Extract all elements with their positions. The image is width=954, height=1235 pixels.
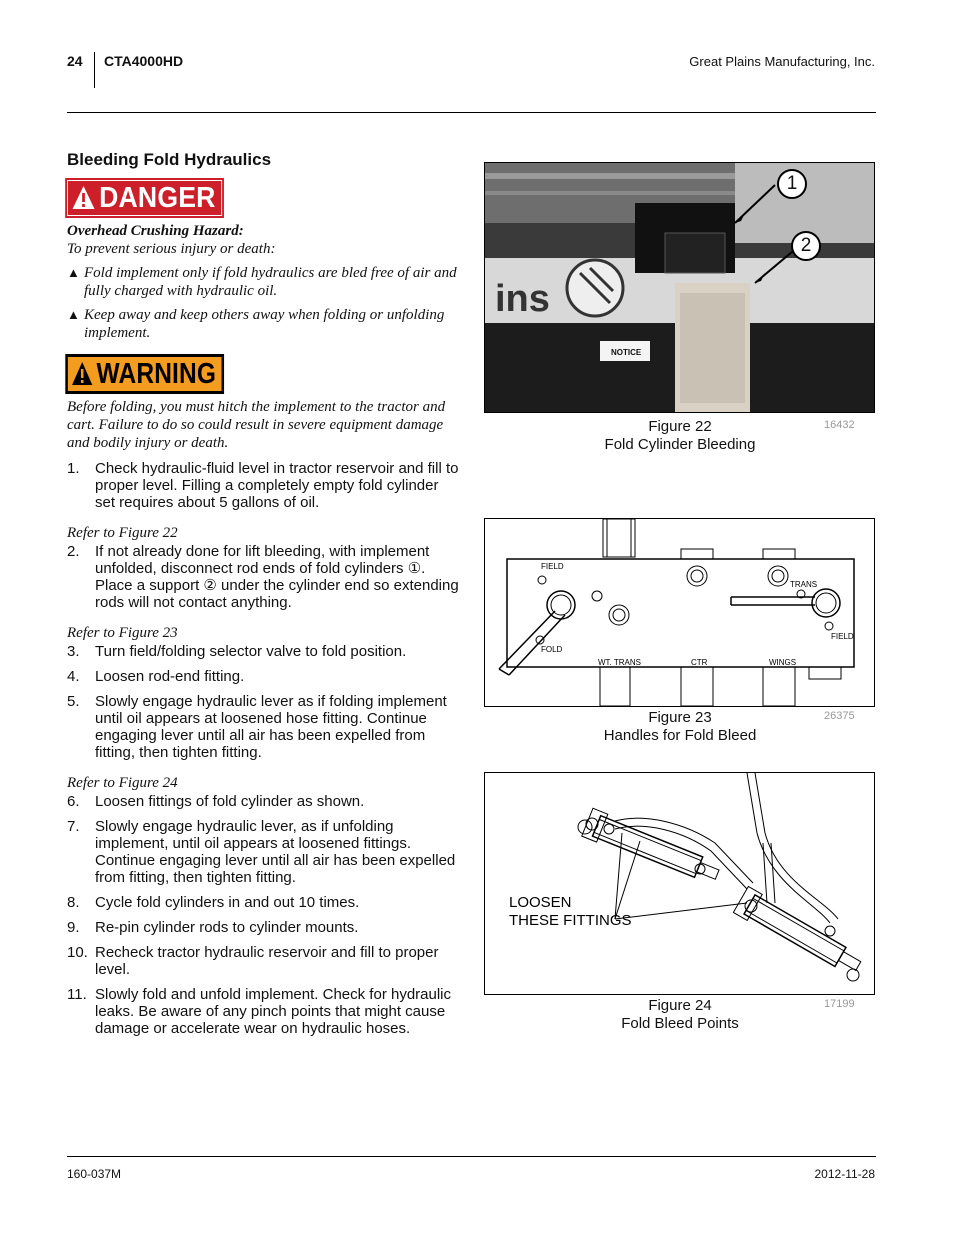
list-item: 5. Slowly engage hydraulic lever as if folding implement until oil appears at loosened hose fitting. Continue engaging lever until all air has been expelled from fitting, then tighten fitting. — [67, 693, 447, 761]
list-item: 4. Loosen rod-end fitting. — [67, 668, 245, 685]
doc-number: 160-037M — [67, 1167, 122, 1181]
figure-24-caption: Figure 24 Fold Bleed Points — [621, 997, 739, 1032]
hazard-triangle-icon — [72, 185, 96, 211]
figure-22-number: 16432 — [824, 419, 855, 431]
danger-bullet: ▲ Fold implement only if fold hydraulics are bled free of air and fully charged with hydraulic oil. — [67, 265, 457, 299]
figure-23-caption: Figure 23 Handles for Fold Bleed — [603, 709, 757, 744]
list-item: 1. Check hydraulic-fluid level in tractor reservoir and fill to proper level. Filling a completely empty fold cylinder set requires about 5 gallons of oil. — [67, 460, 459, 511]
header-divider — [94, 52, 95, 88]
list-item: 9. Re-pin cylinder rods to cylinder mounts. — [67, 919, 359, 936]
svg-text:CTR: CTR — [691, 658, 708, 667]
list-item: 8. Cycle fold cylinders in and out 10 times. — [67, 894, 360, 911]
section-title: Bleeding Fold Hydraulics — [67, 150, 272, 169]
refer-figure-23: Refer to Figure 23 — [67, 625, 178, 641]
list-item: 11. Slowly fold and unfold implement. Check for hydraulic leaks. Be aware of any pinch points that might cause damage or accelerate wear on hydraulic hoses. — [67, 986, 452, 1037]
danger-sign — [67, 180, 222, 216]
fold-bleed-points-diagram — [485, 773, 874, 994]
step-list — [67, 543, 459, 611]
svg-text:THESE FITTINGS: THESE FITTINGS — [509, 912, 632, 929]
footer-rule — [67, 1156, 876, 1157]
svg-text:LOOSEN: LOOSEN — [509, 894, 572, 911]
refer-figure-24: Refer to Figure 24 — [67, 775, 178, 791]
bullet-triangle-icon: ▲ — [67, 307, 80, 322]
svg-text:FIELD: FIELD — [541, 562, 564, 571]
callout-1: 1 — [777, 169, 807, 199]
figure-23-number: 26375 — [824, 710, 855, 722]
refer-figure-22: Refer to Figure 22 — [67, 525, 178, 541]
list-item: 2. If not already done for lift bleeding, with implement unfolded, disconnect rod ends of fold cylinders ①. Place a support ② under the cylinder end so extending rods will not contact anything. — [67, 543, 459, 611]
warning-sign — [67, 356, 222, 392]
company-name: Great Plains Manufacturing, Inc. — [689, 54, 875, 69]
model-name: CTA4000HD — [104, 53, 184, 69]
svg-text:FOLD: FOLD — [541, 645, 563, 654]
figure-23-diagram — [484, 518, 875, 707]
bullet-triangle-icon: ▲ — [67, 265, 80, 280]
header-rule — [67, 112, 876, 113]
list-item: 10. Recheck tractor hydraulic reservoir and fill to proper level. — [67, 944, 439, 978]
callout-2: 2 — [791, 231, 821, 261]
left-column — [67, 150, 459, 1045]
svg-text:FIELD: FIELD — [831, 632, 854, 641]
fold-cylinder-photo — [485, 163, 874, 412]
hazard-title: Overhead Crushing Hazard: — [67, 223, 244, 239]
figure-24-number: 17199 — [824, 998, 855, 1010]
figure-24-diagram — [484, 772, 875, 995]
figure-22-photo — [484, 162, 875, 413]
list-item: 3. Turn field/folding selector valve to fold position. — [67, 643, 407, 660]
danger-label: DANGER — [99, 182, 216, 214]
warning-label: WARNING — [96, 358, 217, 390]
step-list — [67, 460, 459, 511]
danger-bullet: ▲ Keep away and keep others away when folding or unfolding implement. — [67, 307, 445, 341]
revision-date: 2012-11-28 — [814, 1167, 875, 1181]
svg-text:WT. TRANS: WT. TRANS — [598, 658, 641, 667]
figure-22-caption: Figure 22 Fold Cylinder Bleeding — [604, 418, 756, 453]
valve-handles-diagram — [485, 519, 874, 706]
page-number: 24 — [67, 53, 83, 69]
list-item: 6. Loosen fittings of fold cylinder as shown. — [67, 793, 365, 810]
svg-text:WINGS: WINGS — [769, 658, 797, 667]
warning-text: Before folding, you must hitch the implement to the tractor and cart. Failure to do so could result in severe equipment damage and bodily injury or death. — [67, 399, 446, 451]
step-list — [67, 793, 459, 1037]
svg-text:ins: ins — [495, 278, 550, 320]
hazard-triangle-icon — [71, 361, 93, 387]
list-item: 7. Slowly engage hydraulic lever, as if unfolding implement, until oil appears at loosened fittings. Continue engaging lever until all air has been expelled from fitting, then tighten fitting. — [67, 818, 456, 886]
svg-text:NOTICE: NOTICE — [611, 348, 642, 357]
step-list — [67, 643, 459, 761]
svg-text:TRANS: TRANS — [790, 580, 818, 589]
hazard-intro: To prevent serious injury or death: — [67, 241, 276, 257]
